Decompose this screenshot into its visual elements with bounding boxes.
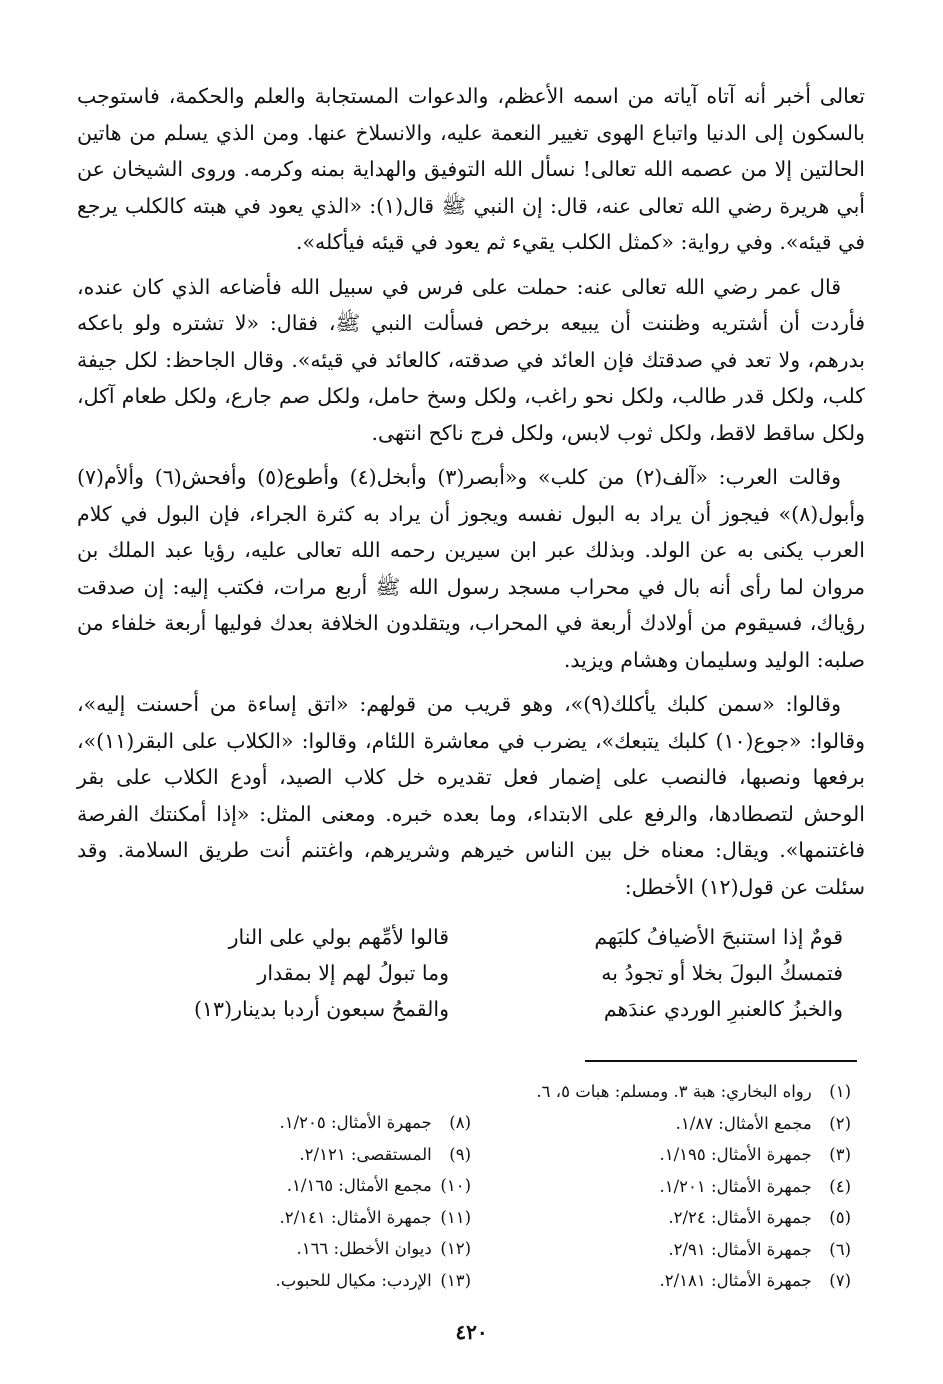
footnote-text: ديوان الأخطل: ١٦٦.	[296, 1239, 432, 1258]
footnote-text: الإردب: مكيال للحبوب.	[275, 1270, 432, 1290]
footnote-text: مجمع الأمثال: ١/١٦٥.	[286, 1176, 432, 1195]
poem-verse-1-sadr: قومٌ إذا استنبحَ الأضيافُ كلبَهم	[594, 925, 843, 949]
footnote-text: جمهرة الأمثال: ١/٢٠١.	[659, 1176, 812, 1196]
footnote-number: (١)	[829, 1082, 851, 1101]
footnote-number: (٥)	[829, 1208, 851, 1227]
poem-sadr-column	[493, 919, 843, 1027]
footnote-number: (١١)	[440, 1207, 471, 1227]
footnote-number: (١٣)	[440, 1270, 471, 1290]
paragraph-1: تعالى أخبر أنه آتاه آياته من اسمه الأعظم، والدعوات المستجابة والعلم والحكمة، فاستوجب بالسكون إلى الدنيا واتباع الهوى تغيير النعمة عليه، والانسلاخ عنها. ومن الذي يسلم من هاتين الحالتين إلا من عصمه الله تعالى! نسأل الله التوفيق والهداية بمنه وكرمه. وروى الشيخان عن أبي هريرة رضي الله تعالى عنه، قال: إن النبي ﷺ قال(١): «الذي يعود في هبته كالكلب يرجع في قيئه». وفي رواية: «كمثل الكلب يقيء ثم يعود في قيئه فيأكله».	[77, 84, 865, 254]
footnotes	[91, 1076, 851, 1297]
footnote	[275, 1233, 471, 1265]
paragraph-3: وقالت العرب: «آلف(٢) من كلب» و«أبصر(٣) وأبخل(٤) وأطوع(٥) وأفحش(٦) وألأم(٧) وأبول(٨)» فيجوز أن يراد به البول نفسه ويجوز أن يراد به كثرة الجراء، فإن البول في كلام العرب يكنى به عن الولد. وبذلك عبر ابن سيرين رحمه الله تعالى عليه، رؤيا عبد الملك بن مروان لما رأى أنه بال في محراب مسجد رسول الله ﷺ أربع مرات، فكتب إليه: إن صدقت رؤياك، فسيقوم من أولادك أربعة في المحراب، ويتقلدون الخلافة بعدك فوليها أربعة خلفاء من صلبه: الوليد وسليمان وهشام ويزيد.	[77, 465, 865, 672]
page-number: ٤٢٠	[455, 1320, 488, 1344]
footnote	[275, 1265, 471, 1297]
footnote	[471, 1108, 851, 1140]
footnote	[471, 1076, 851, 1108]
footnote	[471, 1202, 851, 1234]
poem-ajuz-column	[99, 919, 449, 1027]
footnote-number: (٧)	[829, 1271, 851, 1290]
page-body	[77, 78, 865, 1027]
poem-verse-2-ajuz: وما تبولُ لهم إلا بمقدار	[257, 961, 449, 985]
footnote	[275, 1107, 471, 1139]
footnote-text: المستقصى: ٢/١٢١.	[299, 1144, 432, 1164]
footnote-text: جمهرة الأمثال: ٢/٩١.	[668, 1239, 812, 1259]
footnote	[471, 1139, 851, 1171]
footnote	[275, 1139, 471, 1171]
footnote-number: (٣)	[829, 1145, 851, 1164]
footnote-number: (١٢)	[440, 1239, 471, 1258]
footnote-text: رواه البخاري: هبة ٣. ومسلم: هبات ٥، ٦.	[536, 1082, 812, 1101]
footnote-number: (٨)	[449, 1113, 471, 1132]
footnote-text: جمهرة الأمثال: ١/٢٠٥.	[279, 1113, 432, 1132]
footnotes-left-column	[275, 1076, 471, 1297]
paragraph-2: قال عمر رضي الله تعالى عنه: حملت على فرس في سبيل الله فأضاعه الذي كان عنده، فأردت أن أشتريه وظننت أن يبيعه برخص فسألت النبي ﷺ، فقال: «لا تشتره ولو باعكه بدرهم، ولا تعد في صدقتك فإن العائد في صدقته، كالعائد في قيئه». وقال الجاحظ: لكل جيفة كلب، ولكل قدر طالب، ولكل نحو راغب، ولكل وسخ حامل، ولكل صم جارع، ولكل طعام آكل، ولكل ساقط لاقط، ولكل ثوب لابس، ولكل فرج ناكح انتهى.	[77, 274, 865, 445]
footnote-text: جمهرة الأمثال: ٢/١٤١.	[279, 1207, 432, 1227]
footnote-number: (٩)	[449, 1144, 471, 1164]
footnote	[471, 1171, 851, 1203]
footnotes-right-column	[471, 1076, 851, 1297]
paragraph-4: وقالوا: «سمن كلبك يأكلك(٩)»، وهو قريب من قولهم: «اتق إساءة من أحسنت إليه»، وقالوا: «جوع(١٠) كلبك يتبعك»، يضرب في معاشرة اللئام، وقالوا: «الكلاب على البقر(١١)»، برفعها ونصبها، فالنصب على إضمار فعل تقديره خل كلاب الصيد، أودع الكلاب على بقر الوحش لتصطادها، والرفع على الابتداء، وما بعده خبره. ومعنى المثل: «إذا أمكنتك الفرصة فاغتنمها». ويقال: معناه خل بين الناس خيرهم وشريرهم، واغتنم أنت طريق السلامة. وقد سئلت عن قول(١٢) الأخطل:	[77, 692, 865, 899]
footnote-number: (٢)	[829, 1113, 851, 1133]
footnote-text: جمهرة الأمثال: ١/١٩٥.	[659, 1145, 812, 1164]
poem-verse-3-sadr: والخبزُ كالعنبرِ الوردي عندَهم	[603, 997, 843, 1021]
footnote-number: (٤)	[829, 1176, 851, 1196]
footnote-text: جمهرة الأمثال: ٢/١٨١.	[659, 1271, 812, 1290]
footnote-number: (٦)	[829, 1239, 851, 1259]
poem	[77, 919, 865, 1027]
footnote	[275, 1202, 471, 1234]
footnote-text: مجمع الأمثال: ١/٨٧.	[675, 1113, 812, 1133]
footnote	[471, 1265, 851, 1297]
poem-verse-1-ajuz: قالوا لأمِّهم بولي على النار	[228, 925, 449, 949]
footnote-separator	[585, 1060, 857, 1062]
poem-verse-3-ajuz: والقمحُ سبعون أردبا بدينار(١٣)	[194, 997, 449, 1021]
footnote-text: جمهرة الأمثال: ٢/٢٤.	[668, 1208, 812, 1227]
footnote	[471, 1234, 851, 1266]
footnote	[275, 1170, 471, 1202]
poem-verse-2-sadr: فتمسكُ البولَ بخلا أو تجودُ به	[601, 961, 843, 985]
footnote-number: (١٠)	[440, 1176, 471, 1195]
